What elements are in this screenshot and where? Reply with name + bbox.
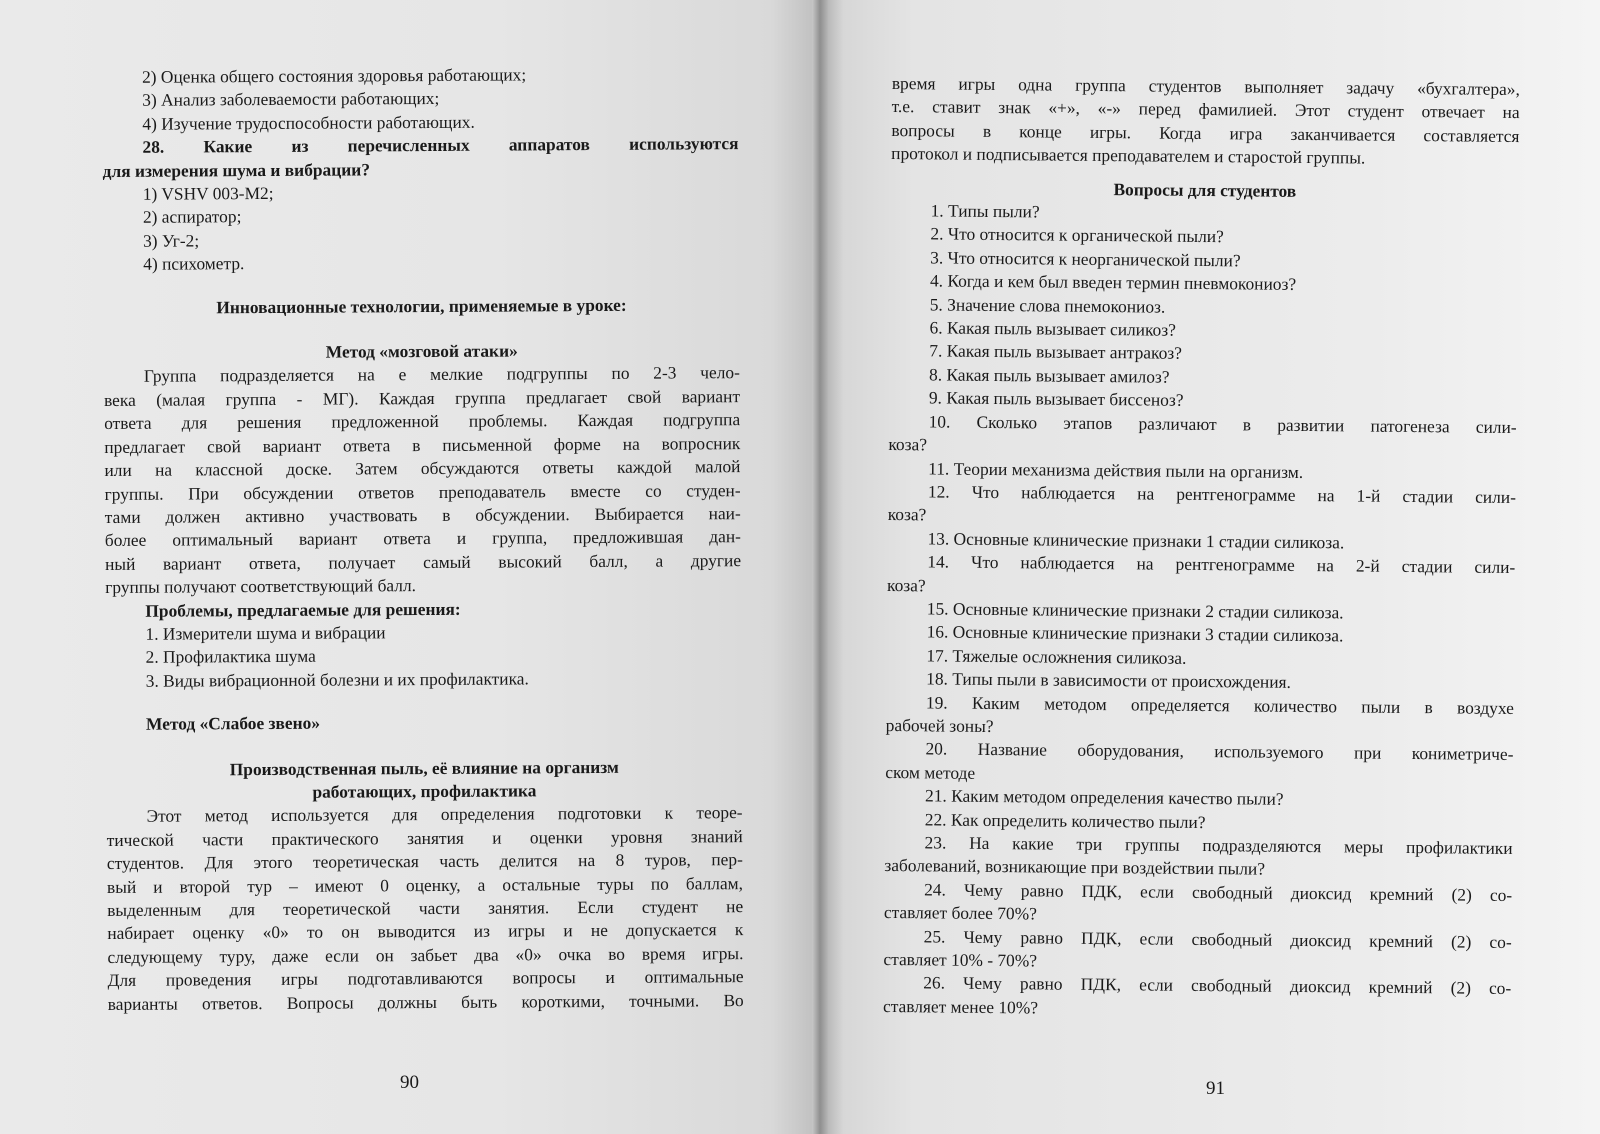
question-18: 18. Типы пыли в зависимости от происхождения. <box>926 668 1292 693</box>
dust-line-4: вый и второй тур – имеют 0 оценку, а остальные туры по баллам, <box>106 872 744 897</box>
dust-line-9: варианты ответов. Вопросы должны быть короткими, точными. Во <box>107 989 744 1014</box>
question-4: 4. Когда и кем был введен термин пневмокониоз? <box>929 270 1297 295</box>
question-11: 11. Теории механизма действия пыли на организм. <box>928 457 1304 482</box>
question-13: 13. Основные клинические признаки 1 стадии силикоза. <box>927 528 1345 553</box>
question-21: 21. Каким методом определения качество пыли? <box>924 785 1284 809</box>
brainstorm-line-3: ответа для решения предложенной проблемы. Каждая подгруппа <box>104 409 741 434</box>
brainstorm-line-5: или на классной доске. Затем обсуждаются ответы каждой малой <box>104 456 741 481</box>
dust-line-3: студентов. Для этого теоретическая часть делится на 8 туров, пер- <box>106 849 743 874</box>
right-page-text <box>883 72 1520 1024</box>
question-24: 24. Чему равно ПДК, если свободный диоксид кремний (2) со- <box>924 879 1513 905</box>
brainstorm-heading: Метод «мозговой атаки» <box>325 340 518 362</box>
answer-28-3: 3) Уг-2; <box>143 230 200 251</box>
question-1: 1. Типы пыли? <box>930 200 1040 222</box>
brainstorm-line-10: группы получают соответствующий балл. <box>105 575 417 598</box>
answer-28-2: 2) аспиратор; <box>142 206 242 228</box>
innovation-heading: Инновационные технологии, применяемые в уроке: <box>216 294 627 317</box>
brainstorm-line-1: Группа подразделяется на е мелкие подгруппы по 2-3 чело- <box>143 362 740 387</box>
question-3: 3. Что относится к неорганической пыли? <box>930 247 1241 271</box>
question-20-cont: ском методе <box>885 761 976 783</box>
page-number-right: 91 <box>1206 1078 1225 1099</box>
question-12-cont: коза? <box>887 504 927 525</box>
question-19: 19. Каким методом определяется количество пыли в воздухе <box>925 691 1515 718</box>
question-10: 10. Сколько этапов различают в развитии патогенеза сили- <box>928 411 1517 437</box>
brainstorm-line-4: предлагает свой вариант ответа в письменной форме на вопросник <box>104 432 741 457</box>
answer-27-2: 2) Оценка общего состояния здоровья работающих; <box>142 64 527 87</box>
question-25: 25. Чему равно ПДК, если свободный диоксид кремний (2) со- <box>923 925 1512 952</box>
intro-line-4: протокол и подписывается преподавателем и старостой группы. <box>891 143 1366 168</box>
question-9: 9. Какая пыль вызывает биссеноз? <box>928 387 1184 411</box>
question-10-cont: коза? <box>888 434 928 455</box>
question-6: 6. Какая пыль вызывает силикоз? <box>929 317 1176 340</box>
answer-27-3: 3) Анализ заболеваемости работающих; <box>142 88 440 111</box>
question-20: 20. Название оборудования, используемого при кониметриче- <box>925 738 1514 765</box>
dust-line-7: следующему туру, даже если он забьет два «0» очка во время игры. <box>107 942 744 967</box>
intro-line-2: т.е. ставит знак «+», «-» перед фамилией. Этот студент отвечает на <box>891 96 1520 123</box>
weak-link-heading: Метод «Слабое звено» <box>145 712 321 734</box>
question-23-cont: заболеваний, возникающие при воздействии пыли? <box>884 855 1266 880</box>
question-28-cont: для измерения шума и вибрации? <box>102 158 371 181</box>
page-number-left: 90 <box>400 1072 419 1093</box>
question-17: 17. Тяжелые осложнения силикоза. <box>926 645 1187 668</box>
dust-line-2: тической части практического занятия и оценки уровня знаний <box>106 825 743 850</box>
dust-heading: Производственная пыль, её влияние на организм <box>229 756 619 779</box>
intro-line-1: время игры одна группа студентов выполняет задачу «бухгалтера», <box>891 72 1520 100</box>
dust-line-5: выделенным для теоретической части занятия. Если студент не <box>107 896 744 920</box>
brainstorm-line-8: более оптимальный вариант ответа и группа, предложившая дан- <box>104 526 741 551</box>
question-22: 22. Как определить количество пыли? <box>924 808 1206 832</box>
question-15: 15. Основные клинические признаки 2 стадии силикоза. <box>926 598 1344 623</box>
brainstorm-line-2: века (малая группа - МГ). Каждая группа предлагает свой вариант <box>103 385 741 410</box>
answer-28-1: 1) VSHV 003-M2; <box>142 182 274 204</box>
book-gutter <box>812 0 828 1134</box>
problem-1: 1. Измерители шума и вибрации <box>145 622 386 644</box>
question-24-cont: ставляет более 70%? <box>883 902 1037 924</box>
question-25-cont: ставляет 10% - 70%? <box>883 948 1038 971</box>
answer-27-4: 4) Изучение трудоспособности работающих. <box>142 111 475 134</box>
question-7: 7. Какая пыль вызывает антракоз? <box>929 340 1183 364</box>
left-page-text <box>102 62 744 1016</box>
question-14: 14. Что наблюдается на рентгенограмме на 2-й стадии сили- <box>927 551 1516 578</box>
question-28: 28. Какие из перечисленных аппаратов используются <box>142 133 739 157</box>
question-2: 2. Что относится к органической пыли? <box>930 223 1224 247</box>
question-5: 5. Значение слова пнемокониоз. <box>929 294 1166 317</box>
question-16: 16. Основные клинические признаки 3 стадии силикоза. <box>926 621 1344 646</box>
questions-heading: Вопросы для студентов <box>1113 178 1297 201</box>
intro-line-3: вопросы в конце игры. Когда игра заканчивается составляется <box>891 119 1520 146</box>
brainstorm-line-6: группы. При обсуждении ответов преподаватель вместе со студен- <box>104 479 741 504</box>
question-26-cont: ставляет менее 10%? <box>882 995 1039 1018</box>
question-19-cont: рабочей зоны? <box>885 714 994 736</box>
brainstorm-line-7: тами должен активно участвовать в обсуждении. Выбирается наи- <box>104 503 741 527</box>
question-23: 23. На какие три группы подразделяются меры профилактики <box>924 832 1513 858</box>
problem-2: 2. Профилактика шума <box>145 646 316 668</box>
problem-3: 3. Виды вибрационной болезни и их профилактика. <box>145 668 529 691</box>
answer-28-4: 4) психометр. <box>143 253 245 275</box>
dust-heading-cont: работающих, профилактика <box>312 780 537 802</box>
question-8: 8. Какая пыль вызывает амилоз? <box>929 364 1170 387</box>
question-12: 12. Что наблюдается на рентгенограмме на 1-й стадии сили- <box>927 481 1517 507</box>
dust-line-8: Для проведения игры подготавливаются вопросы и оптимальные <box>107 966 744 991</box>
brainstorm-line-9: ный вариант ответа, получает самый высокий балл, а другие <box>104 549 742 574</box>
question-26: 26. Чему равно ПДК, если свободный диоксид кремний (2) со- <box>923 972 1512 999</box>
dust-line-1: Этот метод используется для определения подготовки к теоре- <box>146 802 743 827</box>
problems-heading: Проблемы, предлагаемые для решения: <box>145 598 461 621</box>
question-14-cont: коза? <box>886 574 926 595</box>
dust-line-6: набирает оценку «0» то он выводится из игры и не допускается к <box>107 919 744 944</box>
